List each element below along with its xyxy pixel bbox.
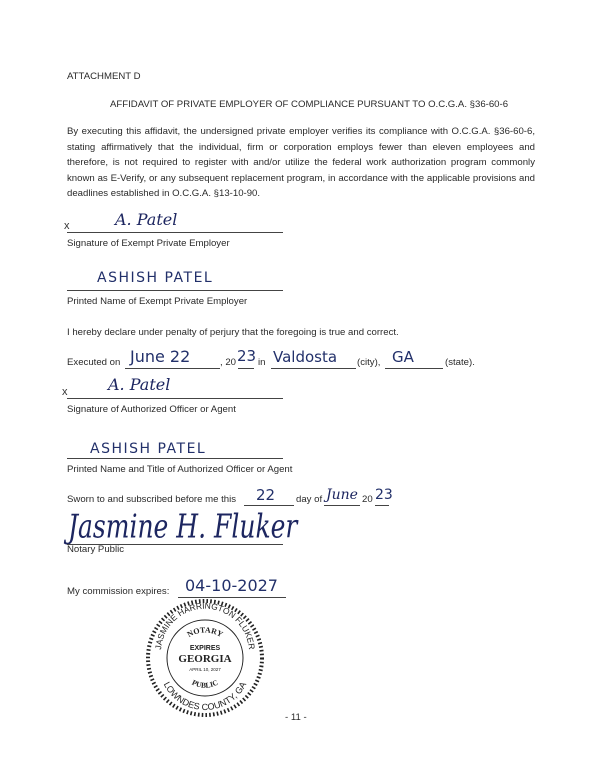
executed-city: Valdosta — [273, 348, 338, 366]
executed-year: 23 — [237, 347, 257, 365]
sworn-year: 23 — [375, 487, 393, 503]
notary-seal — [145, 598, 265, 718]
seal-outer-top: JASMINE HARRINGTON FLUKER — [153, 600, 257, 651]
seal-expires: EXPIRES — [189, 645, 221, 652]
city-label: (city), — [357, 357, 381, 368]
officer-signature: A. Patel — [108, 375, 171, 394]
seal-inner-bottom: PUBLIC — [190, 677, 220, 690]
employer-printed-name: ASHISH PATEL — [97, 270, 214, 286]
employer-signature: A. Patel — [115, 210, 178, 229]
svg-text:JASMINE HARRINGTON FLUKER — [153, 601, 257, 651]
seal-state: GEORGIA — [178, 653, 232, 665]
officer-signature-label: Signature of Authorized Officer or Agent — [67, 404, 236, 415]
sworn-label: Sworn to and subscribed before me this — [67, 494, 237, 505]
executed-on-label: Executed on — [67, 357, 121, 368]
employer-printed-name-label: Printed Name of Exempt Private Employer — [67, 296, 248, 307]
officer-printed-name-label: Printed Name and Title of Authorized Officer or Agent — [67, 464, 293, 475]
executed-date: June 22 — [130, 347, 191, 366]
state-label: (state). — [445, 357, 475, 368]
year-prefix: , 20 — [220, 357, 237, 368]
notary-public-label: Notary Public — [67, 544, 125, 555]
commission-label: My commission expires: — [67, 586, 170, 597]
month-line — [324, 505, 360, 506]
declaration-text: I hereby declare under penalty of perjury that the foregoing is true and correct. — [67, 327, 399, 338]
signature-line — [67, 232, 283, 233]
affidavit-paragraph: By executing this affidavit, the undersigned private employer verifies its compliance with O.C.G.A. §36-60-6, stating affirmatively that the individual, firm or corporation employs fewer than eleven employees and therefore, is not required to register with and/or utilize the federal work authorization program commonly known as E-Verify, or any subsequent replacement program, in accordance with the applicable provisions and deadlines established in O.C.G.A. §13-10-90. — [67, 126, 535, 200]
sworn-day: 22 — [256, 486, 276, 504]
svg-text:NOTARY — [186, 625, 225, 639]
seal-outer-bottom: LOWNDES COUNTY, GA — [161, 680, 249, 712]
day-line — [244, 505, 294, 506]
year-line — [238, 368, 254, 369]
attachment-label: ATTACHMENT D — [67, 71, 141, 82]
sworn-year-line — [375, 505, 389, 506]
signature-line — [67, 398, 283, 399]
sworn-year-prefix: 20 — [362, 494, 373, 505]
commission-date: 04-10-2027 — [185, 576, 278, 595]
printed-name-line — [67, 458, 283, 459]
executed-state: GA — [392, 348, 414, 366]
svg-text:PUBLIC — [191, 678, 220, 690]
date-line — [125, 368, 220, 369]
sworn-month: June — [326, 487, 358, 503]
page-number: - 11 - — [285, 712, 307, 723]
seal-date: APRIL 10, 2027 — [189, 667, 221, 672]
x-mark: x — [62, 386, 68, 398]
officer-printed-name: ASHISH PATEL — [90, 441, 207, 457]
x-mark: x — [64, 220, 70, 232]
city-line — [271, 368, 356, 369]
state-line — [385, 368, 443, 369]
day-of-label: day of — [296, 494, 323, 505]
seal-inner-top: NOTARY — [185, 625, 225, 640]
in-label: in — [258, 357, 266, 368]
document-title: AFFIDAVIT OF PRIVATE EMPLOYER OF COMPLIANCE PURSUANT TO O.C.G.A. §36-60-6 — [110, 99, 509, 110]
printed-name-line — [67, 290, 283, 291]
employer-signature-label: Signature of Exempt Private Employer — [67, 238, 230, 249]
notary-signature: Jasmine H. Fluker — [68, 507, 298, 546]
